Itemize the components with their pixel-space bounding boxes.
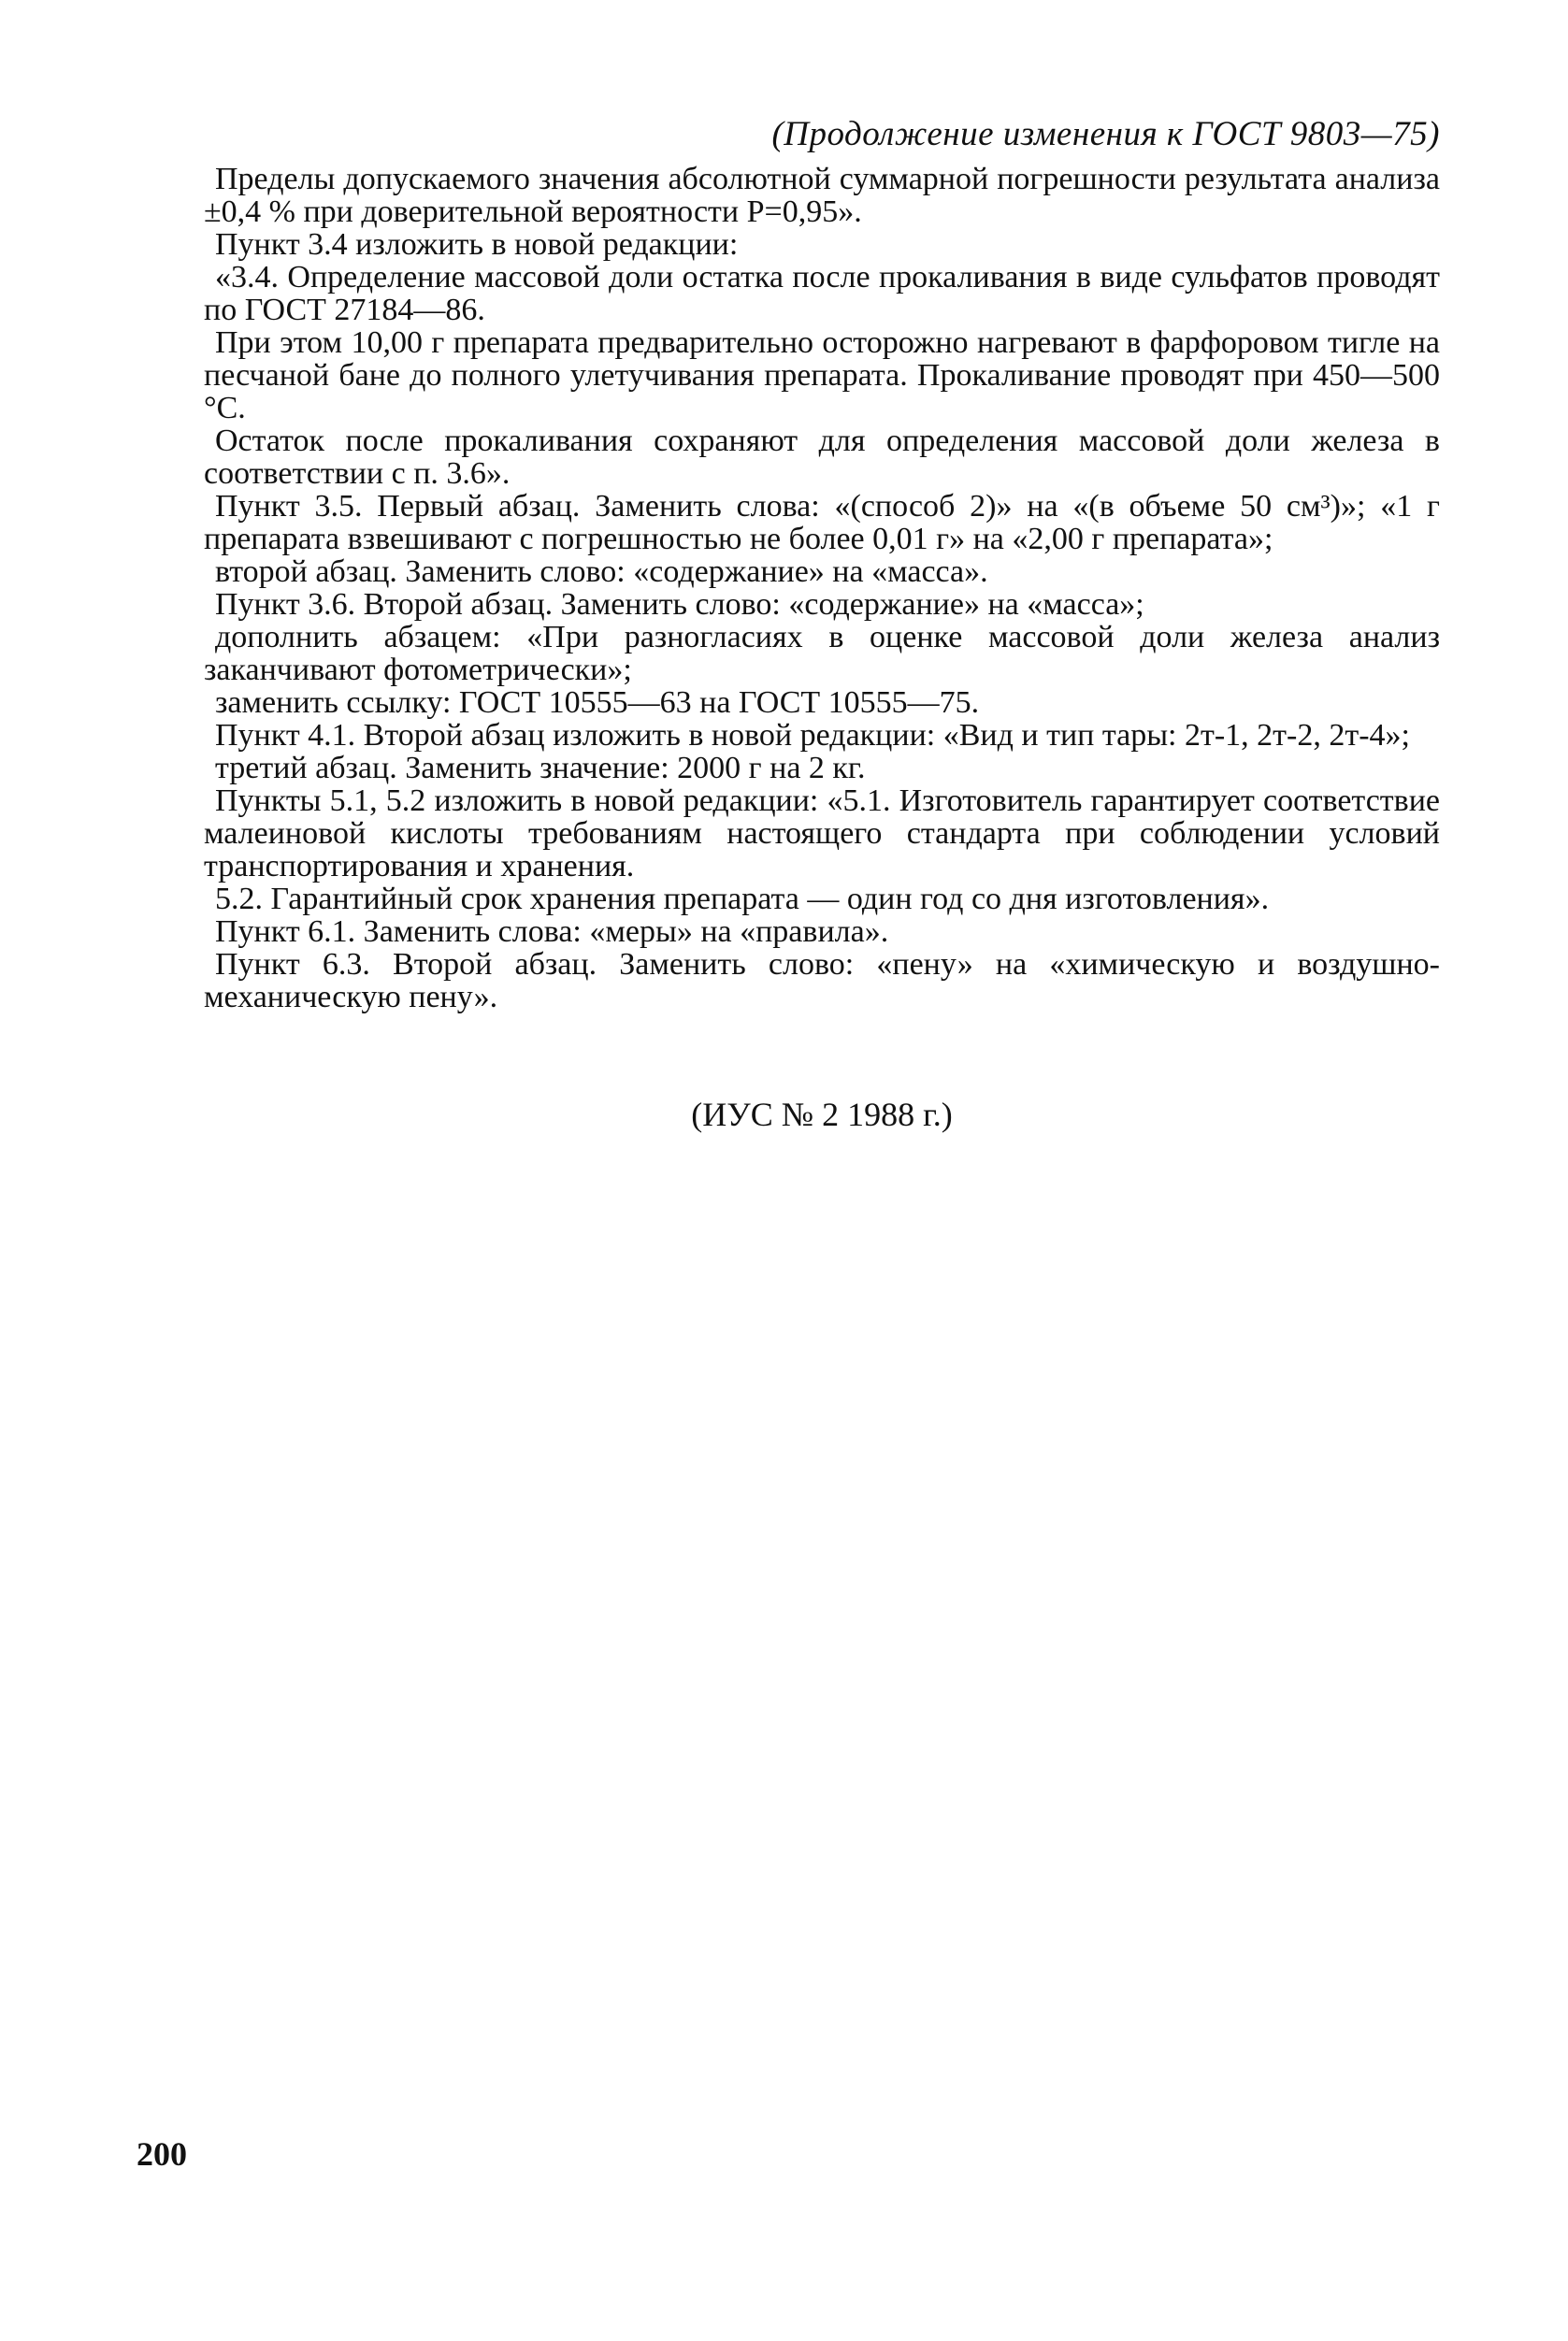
paragraph-error-limits: Пределы допускаемого значения абсолютной суммарной погрешности результата анализа ±0,4 % при доверительной вероятности P=0,95». [204, 162, 1440, 229]
paragraph-item-6-1: Пункт 6.1. Заменить слова: «меры» на «правила». [215, 914, 889, 949]
paragraph-item-4-1: Пункт 4.1. Второй абзац изложить в новой редакции: «Вид и тип тары: 2т-1, 2т-2, 2т-4»; [215, 718, 1410, 753]
paragraph-item-3-6-reference: заменить ссылку: ГОСТ 10555—63 на ГОСТ 10555—75. [215, 685, 980, 720]
paragraph-item-3-4-intro: Пункт 3.4 изложить в новой редакции: [215, 227, 739, 262]
paragraph-item-4-1-third: третий абзац. Заменить значение: 2000 г на 2 кг. [215, 751, 866, 785]
paragraph-item-6-3: Пункт 6.3. Второй абзац. Заменить слово: «пену» на «химическую и воздушно-механическую пену». [204, 947, 1440, 1014]
paragraph-item-3-6: Пункт 3.6. Второй абзац. Заменить слово: «содержание» на «масса»; [215, 587, 1144, 622]
paragraph-item-3-5-second: второй абзац. Заменить слово: «содержание» на «масса». [215, 554, 988, 589]
paragraph-residue: Остаток после прокаливания сохраняют для определения массовой доли железа в соответствии с п. 3.6». [204, 424, 1440, 491]
paragraph-items-5-1-5-2: Пункты 5.1, 5.2 изложить в новой редакции: «5.1. Изготовитель гарантирует соответствие малеиновой кислоты требованиям настоящего стандарта при соблюдении условий транспортирования и хранения. [204, 783, 1440, 883]
page-number: 200 [137, 2135, 187, 2173]
paragraph-item-3-4-text: «3.4. Определение массовой доли остатка после прокаливания в виде сульфатов проводят по ГОСТ 27184—86. [204, 260, 1440, 327]
continuation-header: (Продолжение изменения к ГОСТ 9803—75) [771, 115, 1440, 153]
paragraph-item-3-5: Пункт 3.5. Первый абзац. Заменить слова: «(способ 2)» на «(в объеме 50 см³)»; «1 г препарата взвешивают с погрешностью не более 0,01 г» на «2,00 г препарата»; [204, 489, 1440, 556]
paragraph-item-3-6-supplement: дополнить абзацем: «При разногласиях в оценке массовой доли железа анализ заканчивают фотометрически»; [204, 620, 1440, 687]
paragraph-heating: При этом 10,00 г препарата предварительно осторожно нагревают в фарфоровом тигле на песчаной бане до полного улетучивания препарата. Прокаливание проводят при 450—500 °С. [204, 325, 1440, 425]
paragraph-item-5-2: 5.2. Гарантийный срок хранения препарата — один год со дня изготовления». [215, 882, 1270, 916]
amendment-body [204, 163, 1440, 1013]
ius-citation: (ИУС № 2 1988 г.) [691, 1096, 953, 1133]
